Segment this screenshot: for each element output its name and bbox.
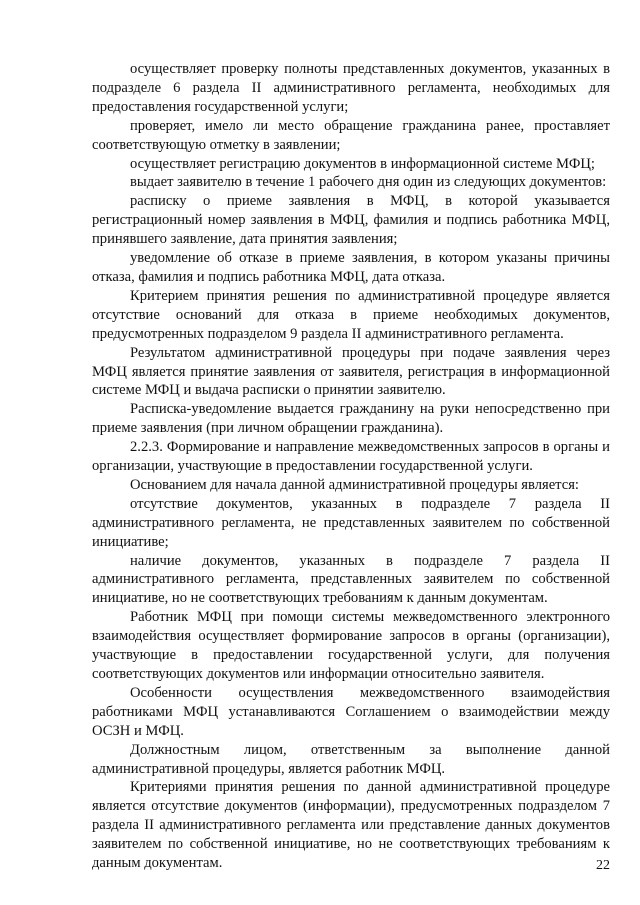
paragraph-interagency-requests: Работник МФЦ при помощи системы межведомственного электронного взаимодействия осуществляет формирование запросов в органы (организации), участвующие в предоставлении государственной услуги, для получения соответствующих документов или информации относительно заявителя. bbox=[92, 609, 610, 682]
paragraph-presence-of-documents: наличие документов, указанных в подразделе 7 раздела II административного регламента, представленных заявителем по собственной инициативе, но не соответствующих требованиям к данным документам. bbox=[92, 552, 610, 607]
paragraph-check-prior-request: проверяет, имело ли место обращение гражданина ранее, проставляет соответствующую отметку в заявлении; bbox=[92, 117, 610, 153]
paragraph-receipt: расписку о приеме заявления в МФЦ, в которой указывается регистрационный номер заявления в МФЦ, фамилия и подпись работника МФЦ, принявшего заявление, дата принятия заявления; bbox=[92, 193, 610, 248]
paragraph-responsible-official: Должностным лицом, ответственным за выполнение данной административной процедуры, является работник МФЦ. bbox=[92, 741, 610, 777]
paragraph-interaction-features: Особенности осуществления межведомственного взаимодействия работниками МФЦ устанавливаются Соглашением о взаимодействии между ОСЗН и МФЦ. bbox=[92, 684, 610, 739]
paragraph-decision-criteria: Критериями принятия решения по данной административной процедуре является отсутствие документов (информации), предусмотренных подразделом 7 раздела II административного регламента или представление данных документов заявителем по собственной инициативе, но не соответствующих требованиям к данным документам. bbox=[92, 779, 610, 872]
paragraph-section-2-2-3: 2.2.3. Формирование и направление межведомственных запросов в органы и организации, участвующие в предоставлении государственной услуги. bbox=[92, 439, 610, 475]
paragraph-check-completeness: осуществляет проверку полноты представленных документов, указанных в подразделе 6 раздела II административного регламента, необходимых для предоставления государственной услуги; bbox=[92, 61, 610, 115]
paragraph-procedure-result: Результатом административной процедуры при подаче заявления через МФЦ является принятие заявления от заявителя, регистрация в информационной системе МФЦ и выдача расписки о принятии заявителю. bbox=[92, 344, 610, 399]
paragraph-absence-of-documents: отсутствие документов, указанных в подразделе 7 раздела II административного регламента, не представленных заявителем по собственной инициативе; bbox=[92, 495, 610, 550]
page-number: 22 bbox=[596, 858, 610, 873]
paragraph-procedure-basis: Основанием для начала данной административной процедуры является: bbox=[130, 476, 579, 493]
document-body bbox=[92, 60, 610, 873]
paragraph-issue-documents: выдает заявителю в течение 1 рабочего дня один из следующих документов: bbox=[130, 174, 607, 191]
paragraph-receipt-notification: Расписка-уведомление выдается гражданину на руки непосредственно при приеме заявления (при личном обращении гражданина). bbox=[92, 401, 610, 437]
paragraph-register-documents: осуществляет регистрацию документов в информационной системе МФЦ; bbox=[130, 155, 595, 172]
paragraph-refusal-notice: уведомление об отказе в приеме заявления, в котором указаны причины отказа, фамилия и подпись работника МФЦ, дата отказа. bbox=[92, 250, 610, 285]
paragraph-decision-criterion: Критерием принятия решения по административной процедуре является отсутствие оснований для отказа в приеме необходимых документов, предусмотренных подразделом 9 раздела II административного регламента. bbox=[92, 287, 610, 342]
